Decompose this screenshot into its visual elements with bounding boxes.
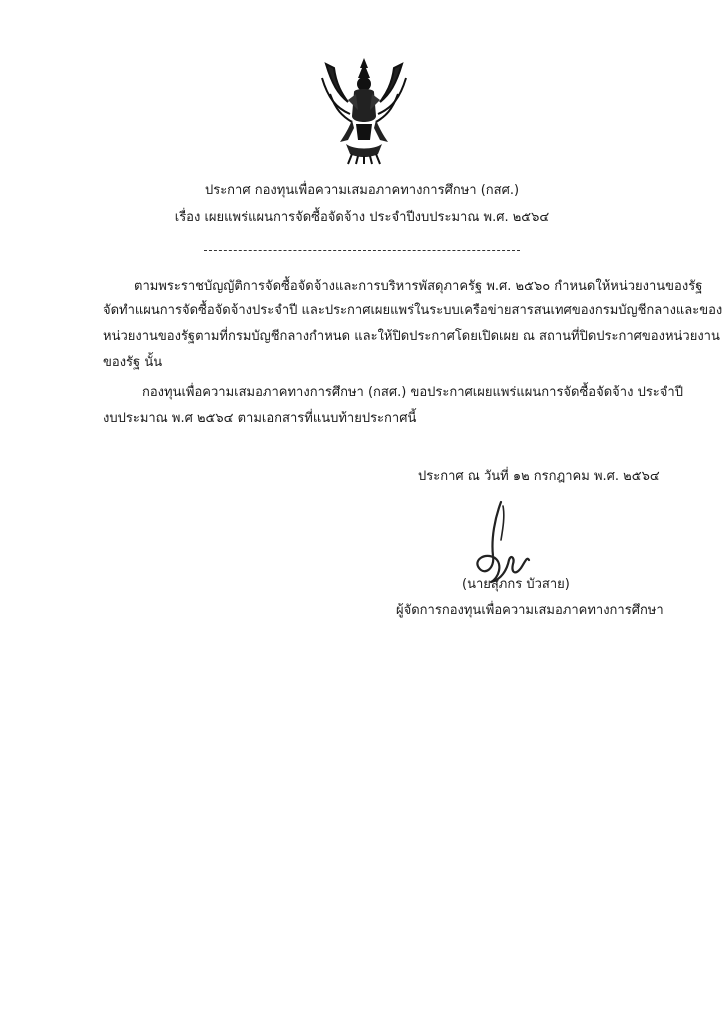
paragraph-1-line-4: ของรัฐ นั้น — [103, 355, 163, 370]
paragraph-2-line-2: งบประมาณ พ.ศ ๒๕๖๔ ตามเอกสารที่แนบท้ายประกาศนี้ — [103, 411, 417, 426]
signer-name: (นายสุภกร บัวสาย) — [462, 577, 570, 592]
garuda-emblem-icon — [318, 54, 410, 166]
announcement-date: ประกาศ ณ วันที่ ๑๒ กรกฎาคม พ.ศ. ๒๕๖๔ — [418, 469, 660, 484]
signer-title: ผู้จัดการกองทุนเพื่อความเสมอภาคทางการศึกษา — [396, 603, 664, 618]
announcement-subject: เรื่อง เผยแพร่แผนการจัดซื้อจัดจ้าง ประจำปีงบประมาณ พ.ศ. ๒๕๖๔ — [174, 210, 550, 225]
paragraph-2-line-1: กองทุนเพื่อความเสมอภาคทางการศึกษา (กสศ.) ขอประกาศเผยแพร่แผนการจัดซื้อจัดจ้าง ประจำปี — [142, 385, 683, 400]
paragraph-1-line-3: หน่วยงานของรัฐตามที่กรมบัญชีกลางกำหนด และให้ปิดประกาศโดยเปิดเผย ณ สถานที่ปิดประกาศของหน่วยงาน — [103, 329, 720, 344]
paragraph-1-line-2: จัดทำแผนการจัดซื้อจัดจ้างประจำปี และประกาศเผยแพร่ในระบบเครือข่ายสารสนเทศของกรมบัญชีกลางและของ — [103, 303, 723, 318]
separator-line — [204, 250, 520, 251]
paragraph-1-line-1: ตามพระราชบัญญัติการจัดซื้อจัดจ้างและการบริหารพัสดุภาครัฐ พ.ศ. ๒๕๖๐ กำหนดให้หน่วยงานของรัฐ — [134, 279, 703, 294]
announcement-title: ประกาศ กองทุนเพื่อความเสมอภาคทางการศึกษา (กสศ.) — [204, 183, 520, 198]
